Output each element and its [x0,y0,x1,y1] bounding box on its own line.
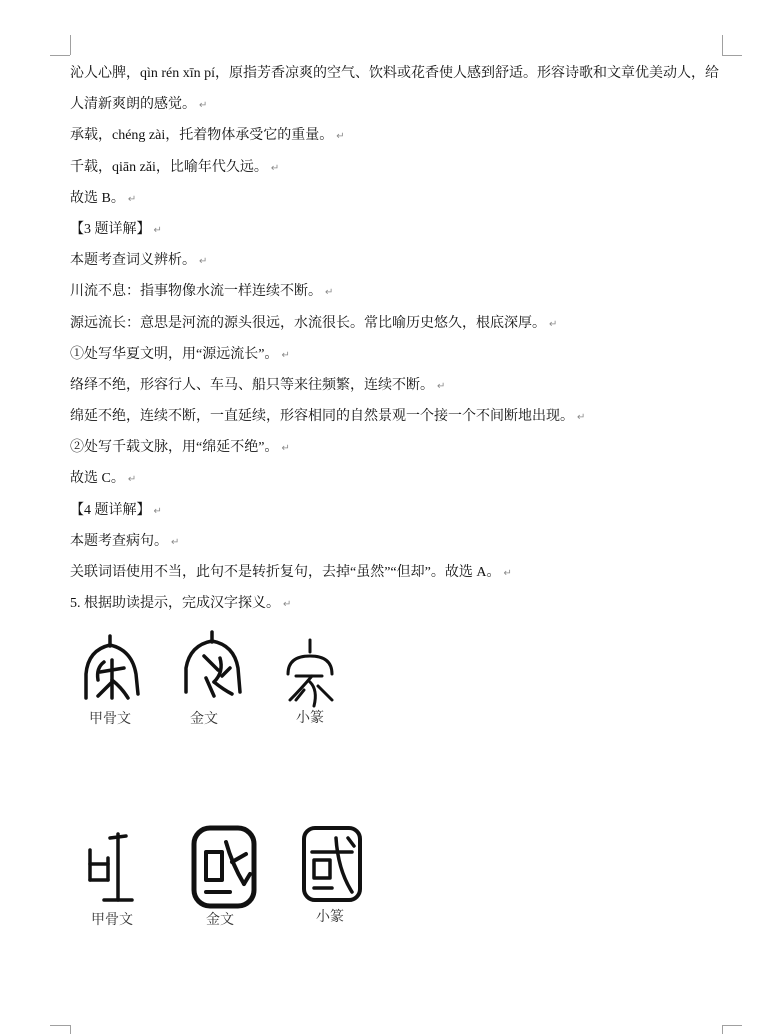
paragraph-line[interactable] [70,557,750,588]
glyph-oracle-bone-image [78,630,144,706]
figure-label-oracle-bone: 甲骨文 [91,913,133,928]
glyph-oracle-bone-image [84,826,136,908]
line-text: 承载，chéng zài，托着物体承受它的重量。 [70,128,334,144]
figure-label-bronze: 金文 [206,913,234,928]
crop-mark-top-right-h [722,55,742,56]
paragraph-mark: ↵ [549,318,558,330]
crop-mark-top-right-v [722,35,723,55]
crop-mark-top-left-h [50,55,70,56]
paragraph-mark: ↵ [153,505,162,517]
paragraph-line[interactable] [70,58,750,89]
paragraph-line[interactable] [70,401,750,432]
paragraph-mark: ↵ [281,443,290,455]
paragraph-mark: ↵ [171,536,180,548]
paragraph-line[interactable] [70,308,750,339]
paragraph-mark: ↵ [283,599,292,611]
glyph-seal-image [282,634,338,710]
paragraph-line[interactable] [70,370,750,401]
paragraph-line[interactable] [70,432,750,463]
figure-label-oracle-bone: 甲骨文 [89,712,131,727]
paragraph-mark: ↵ [270,162,280,174]
paragraph-mark: ↵ [127,474,137,486]
paragraph-mark: ↵ [199,256,208,268]
line-text: 关联词语使用不当，此句不是转折复句，去掉“虽然”“但却”。故选 A。 [70,565,501,580]
paragraph-line[interactable] [70,89,750,120]
paragraph-mark: ↵ [281,349,290,361]
paragraph-line[interactable] [70,152,750,183]
line-text: 故选 C。 [70,471,125,487]
line-text: 川流不息：指事物像水流一样连续不断。 [70,284,322,300]
glyph-bronze-image [188,822,260,912]
figure-label-seal: 小篆 [316,910,344,925]
crop-mark-top-left-v [70,35,71,55]
line-text: 本题考查病句。 [70,533,168,549]
line-text: 人清新爽朗的感觉。 [70,97,196,113]
paragraph-mark: ↵ [336,131,345,143]
paragraph-mark: ↵ [503,568,512,579]
paragraph-line[interactable] [70,526,750,557]
line-text: 本题考查词义辨析。 [70,253,196,269]
glyph-bronze-image [178,626,246,704]
crop-mark-bottom-right-h [722,1025,742,1026]
answer-line[interactable] [70,183,750,214]
crop-mark-bottom-left-v [70,1025,71,1034]
crop-mark-bottom-right-v [722,1025,723,1034]
line-text: 沁人心脾，qìn rén xīn pí，原指芳香凉爽的空气、饮料或花香使人感到舒适。形容诗歌和文章优美动人，给 [70,66,720,81]
body-text[interactable] [70,58,750,619]
paragraph-mark: ↵ [577,412,586,424]
line-text: 绵延不绝，连续不断，一直延续，形容相同的自然景观一个接一个不间断地出现。 [70,409,574,425]
glyph-seal-image [300,822,366,906]
crop-mark-bottom-left-h [50,1025,70,1026]
paragraph-line[interactable] [70,276,750,307]
line-text: 源远流长：意思是河流的源头很远，水流很长。常比喻历史悠久，根底深厚。 [70,315,546,331]
answer-line[interactable] [70,463,750,494]
paragraph-line[interactable] [70,245,750,276]
paragraph-mark: ↵ [437,380,446,392]
line-text: 5. 根据助读提示，完成汉字探义。 [70,596,280,612]
line-text: 【4 题详解】 [70,502,151,518]
paragraph-line[interactable] [70,120,750,151]
line-text: 千载，qiān zǎi，比喻年代久远。 [70,159,268,175]
line-text: 络绎不绝，形容行人、车马、船只等来往频繁，连续不断。 [70,377,434,393]
paragraph-mark: ↵ [127,193,137,205]
line-text: 【3 题详解】 [70,221,151,237]
line-text: ①处写华夏文明，用“源远流长”。 [70,346,279,362]
line-text: 故选 B。 [70,190,125,206]
paragraph-mark: ↵ [325,287,334,299]
line-text: ②处写千载文脉，用“绵延不绝”。 [70,440,279,456]
section-heading[interactable] [70,495,750,526]
figure-label-seal: 小篆 [296,711,324,726]
paragraph-line[interactable] [70,339,750,370]
question-line[interactable] [70,588,750,619]
paragraph-mark: ↵ [199,100,208,112]
figure-label-bronze: 金文 [190,712,218,727]
section-heading[interactable] [70,214,750,245]
paragraph-mark: ↵ [153,224,162,236]
